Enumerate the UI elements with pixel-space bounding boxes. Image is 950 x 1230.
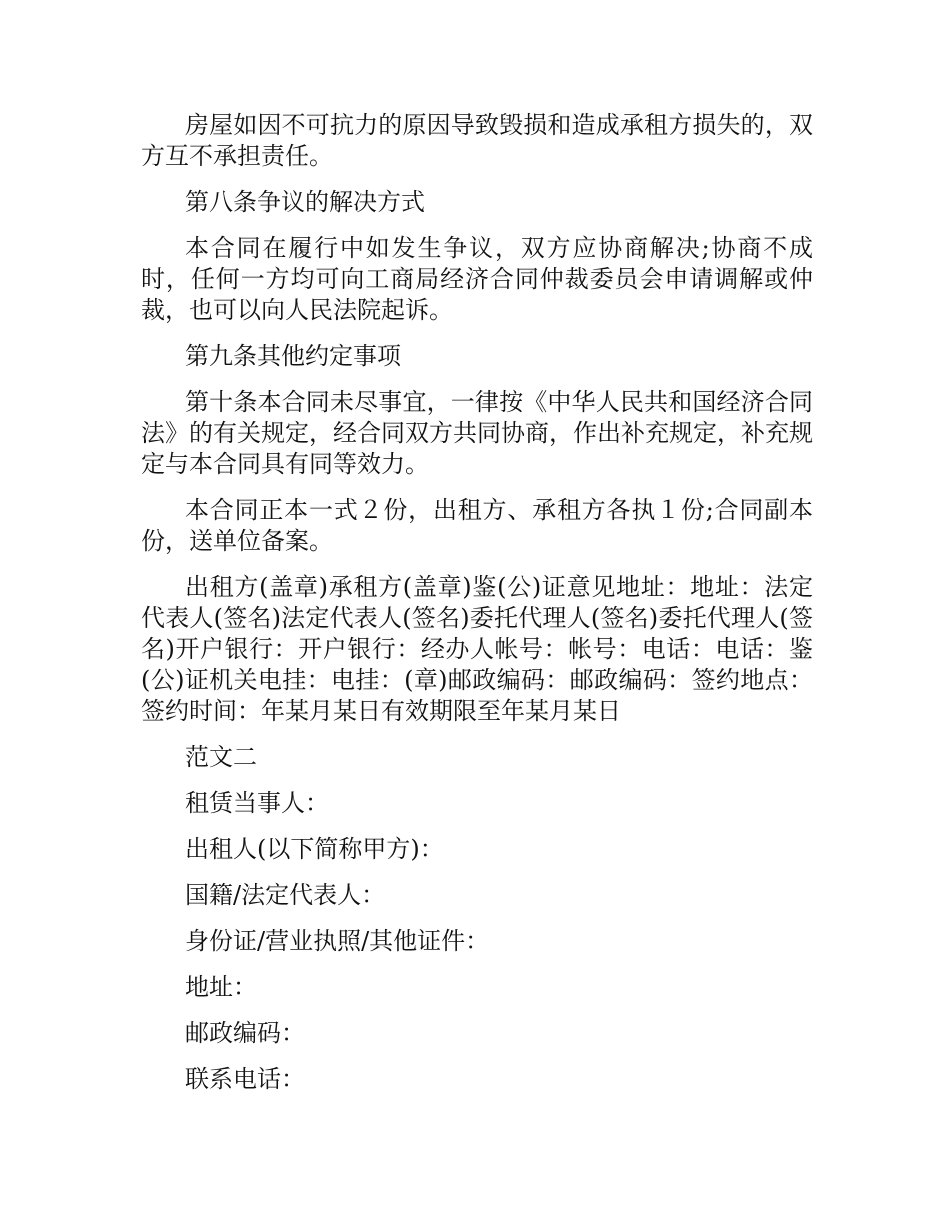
paragraph-copies: 本合同正本一式２份，出租方、承租方各执１份;合同副本份，送单位备案。 — [141, 496, 813, 555]
heading-article-9: 第九条其他约定事项 — [185, 342, 401, 370]
field-phone: 联系电话： — [185, 1065, 305, 1093]
field-nationality-representative: 国籍/法定代表人： — [185, 881, 386, 909]
field-id-license: 身份证/营业执照/其他证件： — [185, 927, 490, 955]
field-address: 地址： — [185, 973, 257, 1001]
field-lessor: 出租人(以下简称甲方)： — [185, 835, 444, 863]
field-lease-parties: 租赁当事人： — [185, 789, 329, 817]
paragraph-force-majeure: 房屋如因不可抗力的原因导致毁损和造成承租方损失的，双方互不承担责任。 — [141, 111, 813, 170]
paragraph-signature-block: 出租方(盖章)承租方(盖章)鉴(公)证意见地址：地址：法定代表人(签名)法定代表人(签名)委托代理人(签名)委托代理人(签名)开户银行：开户银行：经办人帐号：帐号：电话：电话：鉴(公)证机关电挂：电挂：(章)邮政编码：邮政编码：签约地点：签约时间：年某月某日有效期限至年某月某日 — [141, 573, 813, 725]
paragraph-article-10: 第十条本合同未尽事宜，一律按《中华人民共和国经济合同法》的有关规定，经合同双方共同协商，作出补充规定，补充规定与本合同具有同等效力。 — [141, 388, 813, 478]
heading-sample-two: 范文二 — [185, 743, 257, 771]
document-body — [141, 110, 813, 1110]
paragraph-dispute-resolution: 本合同在履行中如发生争议，双方应协商解决;协商不成时，任何一方均可向工商局经济合同仲裁委员会申请调解或仲裁，也可以向人民法院起诉。 — [141, 234, 813, 324]
heading-article-8: 第八条争议的解决方式 — [185, 188, 425, 216]
field-postal-code: 邮政编码： — [185, 1019, 305, 1047]
